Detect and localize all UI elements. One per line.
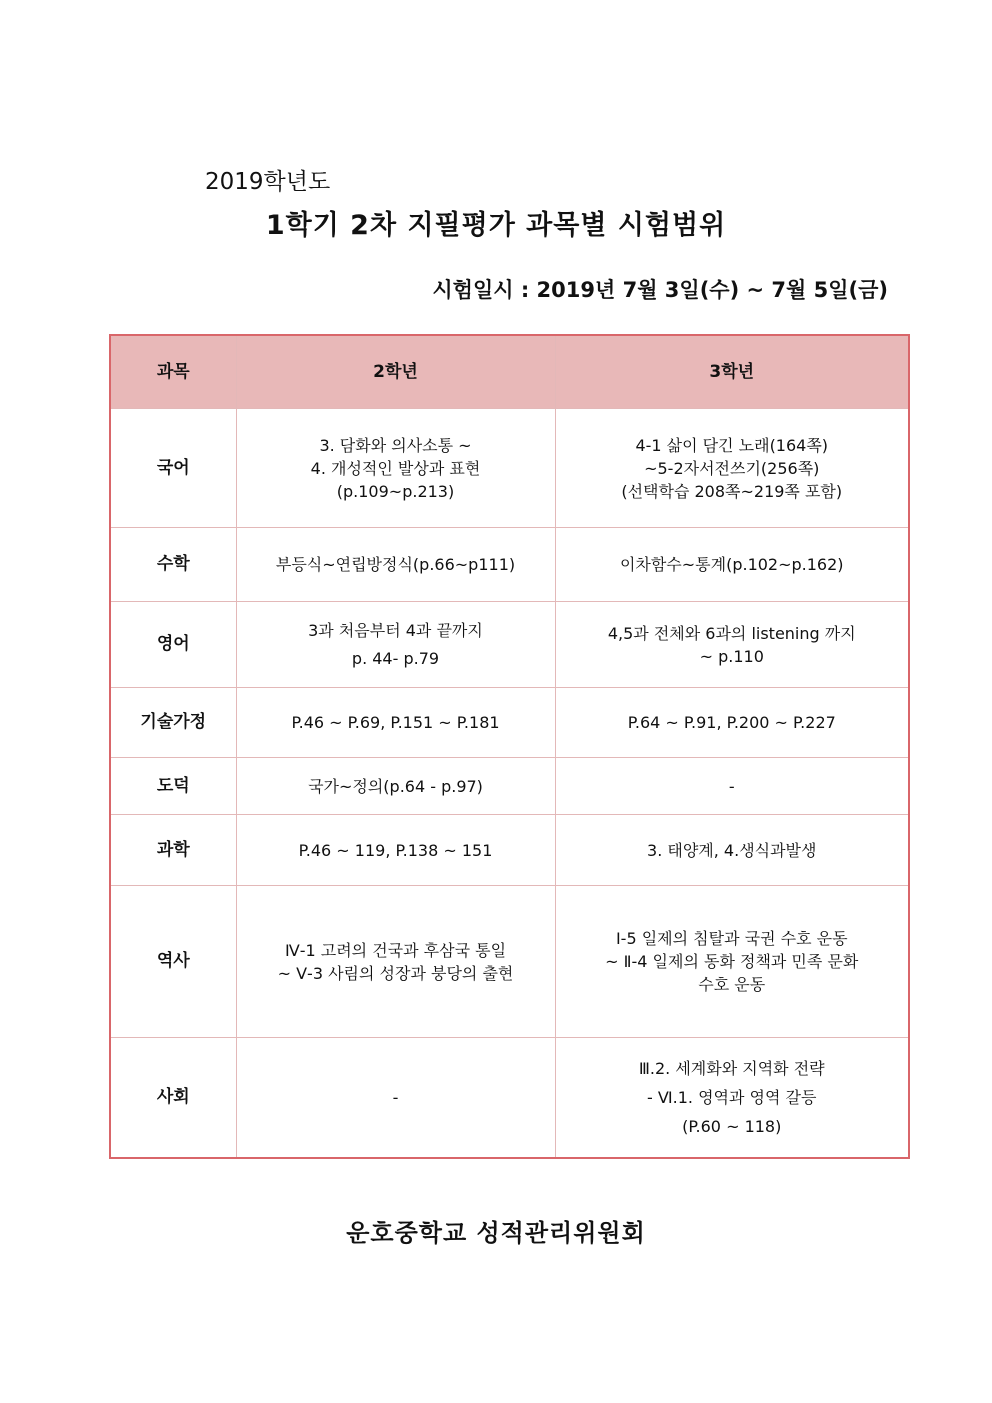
school-year: 2019학년도 bbox=[205, 169, 331, 195]
grade3-cell bbox=[555, 886, 909, 1038]
grade2-cell bbox=[236, 886, 555, 1038]
grade3-cell bbox=[555, 815, 909, 886]
grade3-cell bbox=[555, 409, 909, 528]
exam-date: 시험일시 : 2019년 7월 3일(수) ~ 7월 5일(금) bbox=[432, 278, 888, 302]
table-row bbox=[110, 688, 909, 758]
scope-line: p. 44- p.79 bbox=[351, 648, 440, 668]
scope-line: P.46 ~ P.69, P.151 ~ P.181 bbox=[291, 713, 500, 732]
committee-signature: 운호중학교 성적관리위원회 bbox=[346, 1219, 646, 1247]
grade2-cell bbox=[236, 602, 555, 688]
grade3-cell bbox=[555, 688, 909, 758]
scope-line: (선택학습 208쪽~219쪽 포함) bbox=[621, 481, 843, 501]
scope-line: 3과 처음부터 4과 끝까지 bbox=[308, 620, 483, 640]
grade2-cell bbox=[236, 758, 555, 815]
scope-line: 3. 태양계, 4.생식과발생 bbox=[647, 840, 817, 860]
subject-cell: 사회 bbox=[110, 1038, 236, 1158]
grade2-cell bbox=[236, 815, 555, 886]
scope-line: (P.60 ~ 118) bbox=[682, 1116, 782, 1136]
grade3-cell bbox=[555, 528, 909, 602]
subject-cell: 기술가정 bbox=[110, 688, 236, 758]
exam-scope-table bbox=[109, 334, 910, 1159]
grade3-cell bbox=[555, 602, 909, 688]
subject-cell: 영어 bbox=[110, 602, 236, 688]
grade2-cell bbox=[236, 528, 555, 602]
table-row bbox=[110, 1038, 909, 1158]
table-header-row bbox=[110, 335, 909, 409]
table-row bbox=[110, 758, 909, 815]
scope-line: 4. 개성적인 발상과 표현 bbox=[310, 458, 481, 478]
scope-line: 국가~정의(p.64 - p.97) bbox=[308, 776, 483, 796]
scope-line: 4,5과 전체와 6과의 listening 까지 bbox=[607, 623, 856, 643]
scope-line: - Ⅵ.1. 영역과 영역 갈등 bbox=[647, 1087, 817, 1107]
header-grade2: 2학년 bbox=[236, 335, 555, 409]
subject-cell: 국어 bbox=[110, 409, 236, 528]
scope-line: 부등식~연립방정식(p.66~p111) bbox=[275, 555, 516, 574]
subject-cell: 도덕 bbox=[110, 758, 236, 815]
scope-line: Ⅲ.2. 세계화와 지역화 전략 bbox=[638, 1058, 825, 1078]
grade2-cell bbox=[236, 688, 555, 758]
scope-line: ~ p.110 bbox=[699, 646, 764, 666]
grade2-cell bbox=[236, 1038, 555, 1158]
scope-line: P.64 ~ P.91, P.200 ~ P.227 bbox=[627, 713, 836, 732]
table-row bbox=[110, 528, 909, 602]
scope-line: ~ Ⅱ-4 일제의 동화 정책과 민족 문화 bbox=[605, 952, 859, 971]
scope-line: 4-1 삶이 담긴 노래(164쪽) bbox=[635, 435, 829, 455]
page-title: 1학기 2차 지필평가 과목별 시험범위 bbox=[265, 210, 727, 241]
subject-cell: 역사 bbox=[110, 886, 236, 1038]
scope-line: ~ Ⅴ-3 사림의 성장과 붕당의 출현 bbox=[277, 963, 514, 983]
table-row bbox=[110, 602, 909, 688]
scope-line: Ⅳ-1 고려의 건국과 후삼국 통일 bbox=[284, 940, 507, 960]
subject-cell: 수학 bbox=[110, 528, 236, 602]
header-subject: 과목 bbox=[110, 335, 236, 409]
scope-line: 3. 담화와 의사소통 ~ bbox=[319, 435, 472, 455]
scope-line: - bbox=[392, 1087, 399, 1107]
scope-line: ~5-2자서전쓰기(256쪽) bbox=[644, 458, 820, 478]
scope-line: P.46 ~ 119, P.138 ~ 151 bbox=[298, 840, 493, 860]
scope-line: 수호 운동 bbox=[698, 975, 766, 994]
scope-line: 이차함수~통계(p.102~p.162) bbox=[619, 555, 844, 574]
grade3-cell bbox=[555, 1038, 909, 1158]
scope-line: Ⅰ-5 일제의 침탈과 국권 수호 운동 bbox=[615, 929, 848, 948]
scope-line: (p.109~p.213) bbox=[336, 481, 455, 501]
table-row bbox=[110, 815, 909, 886]
scope-line: - bbox=[728, 776, 735, 796]
header-grade3: 3학년 bbox=[555, 335, 909, 409]
grade2-cell bbox=[236, 409, 555, 528]
table-row bbox=[110, 409, 909, 528]
grade3-cell bbox=[555, 758, 909, 815]
subject-cell: 과학 bbox=[110, 815, 236, 886]
table-row bbox=[110, 886, 909, 1038]
